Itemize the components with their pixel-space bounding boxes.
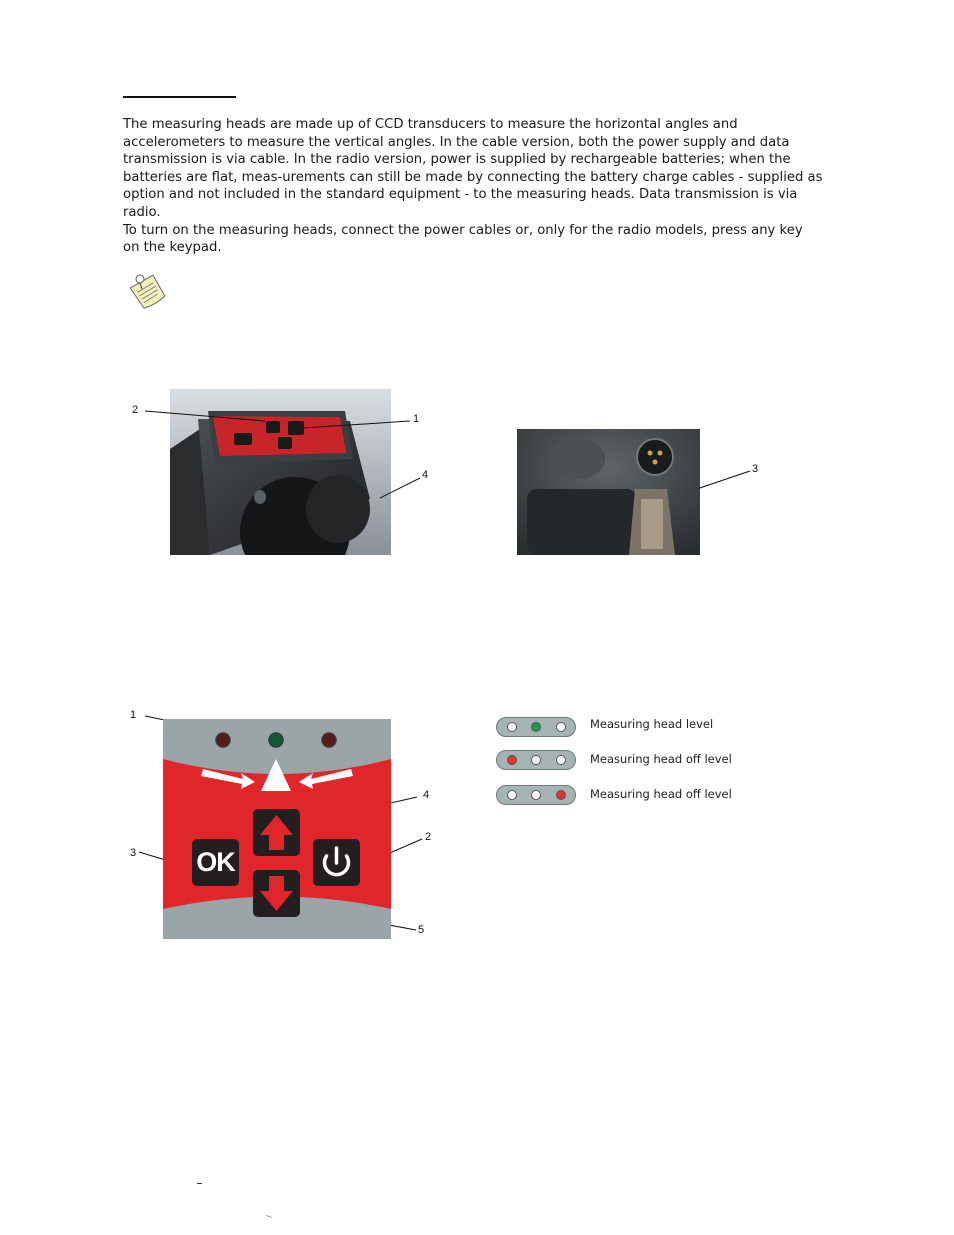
led-center <box>531 790 541 800</box>
paragraph-1: The measuring heads are made up of CCD transducers to measure the horizontal angles and accelerometers to measure the vertical angles. In the cable version, both the power supply and data transmission is via cable. In the radio version, power is supplied by rechargeable batteries; when the batteries are flat, meas-urements can still be made by connecting the battery charge cables - supplied as option and not included in the standard equipment - to the measuring heads. Data transmission is via radio. <box>123 117 823 220</box>
keypad-callout-3: 3 <box>130 847 137 859</box>
keypad-callout-2: 2 <box>425 831 432 843</box>
keypad-callout-5: 5 <box>418 924 425 936</box>
keypad-callout-4: 4 <box>423 789 430 801</box>
ok-button-label: OK <box>196 847 235 877</box>
footer-mark <box>197 1183 202 1184</box>
paragraph-2: To turn on the measuring heads, connect the power cables or, only for the radio models, press any key on the keypad. <box>123 222 803 256</box>
callout-3: 3 <box>752 463 759 475</box>
callout-4: 4 <box>422 469 429 481</box>
led-center <box>531 722 541 732</box>
led-right <box>556 722 566 732</box>
legend-label-level: Measuring head level <box>590 717 714 731</box>
led-indicator-off-level-left <box>496 750 576 770</box>
legend-label-off-level-1: Measuring head off level <box>590 752 732 766</box>
led-right <box>556 790 566 800</box>
led-left <box>507 790 517 800</box>
connector-photo <box>517 429 700 555</box>
led-indicator-level <box>496 717 576 737</box>
led-indicator-off-level-right <box>496 785 576 805</box>
callout-1: 1 <box>413 413 420 425</box>
led-right <box>556 755 566 765</box>
led-center <box>531 755 541 765</box>
keypad-diagram <box>163 719 391 939</box>
callout-2: 2 <box>132 404 139 416</box>
led-left <box>507 755 517 765</box>
led-left <box>507 722 517 732</box>
keypad-callout-1: 1 <box>130 709 137 721</box>
legend-label-off-level-2: Measuring head off level <box>590 787 732 801</box>
